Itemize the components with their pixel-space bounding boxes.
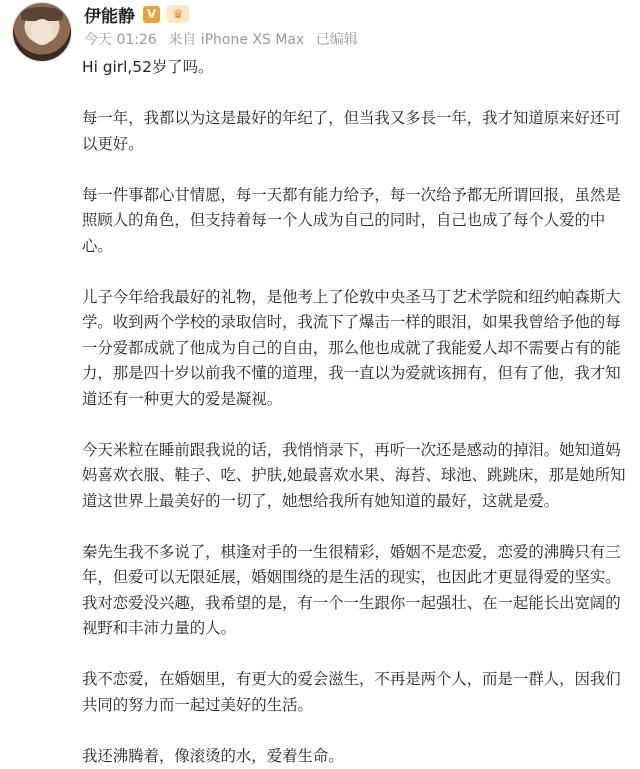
edited-label[interactable]: 已编辑	[316, 32, 358, 48]
post-paragraph: 今天米粒在睡前跟我说的话，我悄悄录下，再听一次还是感动的掉泪。她知道妈妈喜欢衣服、鞋子、吃、护肤,她最喜欢水果、海苔、球池、跳跳床，那是她所知道这世界上最美好的一切了，她想给我所有她知道的最好，这就是爱。	[82, 438, 627, 515]
post-paragraph: 秦先生我不多说了，棋逢对手的一生很精彩，婚姻不是恋爱，恋爱的沸腾只有三年，但爱可以无限延展，婚姻围绕的是生活的现实，也因此才更显得爱的坚实。我对恋爱没兴趣，我希望的是，有一个一生跟你一起强壮、在一起能长出宽阔的视野和丰沛力量的人。	[82, 540, 627, 642]
crown-member-icon[interactable]: ♛	[167, 5, 189, 23]
post-paragraph: 每一件事都心甘情愿，每一天都有能力给予，每一次给予都无所谓回报，虽然是照顾人的角色，但支持着每一个人成为自己的同时，自己也成了每个人爱的中心。	[82, 183, 627, 260]
post-paragraph: 我还沸腾着，像滚烫的水，爱着生命。	[82, 744, 627, 769]
post-paragraph: 我不恋爱，在婚姻里，有更大的爱会滋生，不再是两个人，而是一群人，因我们共同的努力而一起过美好的生活。	[82, 667, 627, 718]
avatar-face-shape	[31, 19, 53, 45]
vip-v-icon[interactable]: V	[143, 6, 160, 23]
post-source: 来自 iPhone XS Max	[168, 32, 304, 48]
author-name[interactable]: 伊能静	[84, 2, 135, 27]
post-paragraph: Hi girl,52岁了吗。	[82, 55, 627, 81]
avatar[interactable]	[12, 2, 72, 62]
post-paragraph: 每一年，我都以为这是最好的年纪了，但当我又多長一年，我才知道原来好还可以更好。	[82, 106, 627, 157]
post-paragraph: 儿子今年给我最好的礼物，是他考上了伦敦中央圣马丁艺术学院和纽约帕森斯大学。收到两个学校的录取信时，我流下了爆击一样的眼泪，如果我曾给予他的每一分爱都成就了他成为自己的自由，那么他也成就了我能爱人却不需要占有的能力，那是四十岁以前我不懂的道理，我一直以为爱就该拥有，但有了他，我才知道还有一种更大的爱是凝视。	[82, 285, 627, 413]
post-time[interactable]: 今天 01:26	[84, 32, 157, 48]
post-header	[0, 0, 640, 55]
post-meta	[84, 29, 365, 49]
post-body	[82, 55, 627, 769]
author-row	[84, 3, 189, 25]
